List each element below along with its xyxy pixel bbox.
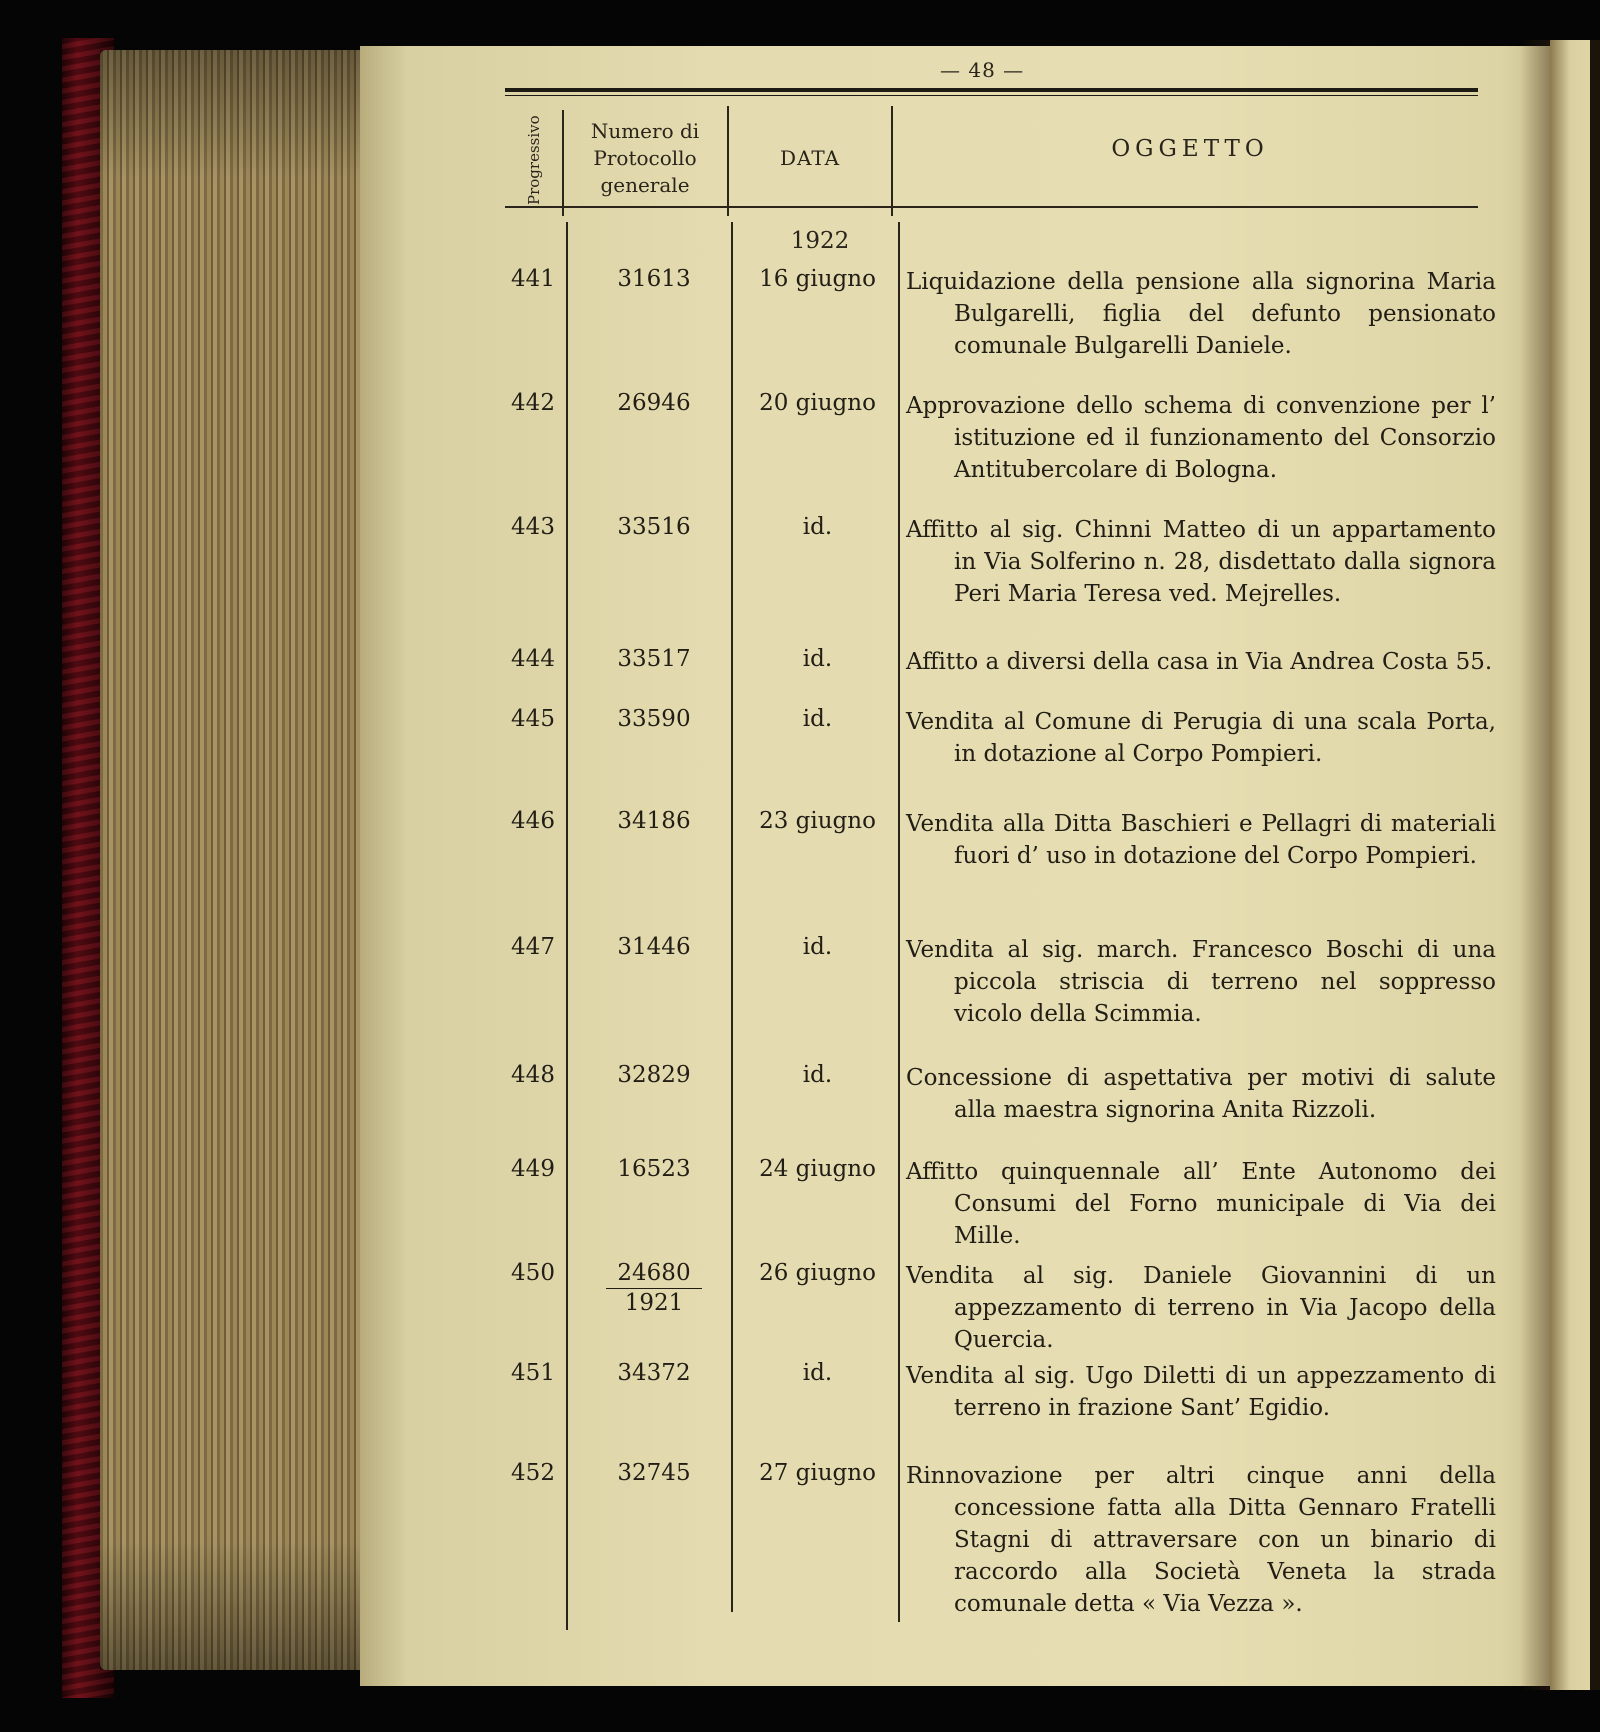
row-protocollo: 31446 [617,934,691,960]
row-data: id. [802,514,833,540]
book-right-edge [1590,40,1600,1690]
column-divider-1 [566,222,568,1630]
column-divider-2 [731,222,733,1612]
row-protocollo: 32829 [617,1062,691,1088]
row-oggetto [906,1260,1496,1356]
row-data: 24 giugno [759,1156,876,1182]
row-progressivo: 442 [511,390,555,416]
row-oggetto [906,646,1496,678]
row-oggetto-text: Vendita al sig. Ugo Diletti di un appezzamento di terreno in frazione Sant’ Egidio. [906,1363,1496,1421]
row-oggetto-text: Approvazione dello schema di convenzione per l’ istituzione ed il funzionamento del Consorzio Antitubercolare di Bologna. [906,393,1496,483]
row-progressivo: 448 [511,1062,555,1088]
row-oggetto-text: Affitto a diversi della casa in Via Andrea Costa 55. [906,649,1493,675]
top-rule-thin [505,95,1478,96]
row-oggetto [906,390,1496,486]
row-data: 27 giugno [759,1460,876,1486]
row-data: id. [802,706,833,732]
row-progressivo: 449 [511,1156,555,1182]
row-progressivo: 447 [511,934,555,960]
row-oggetto [906,1360,1496,1424]
row-oggetto [906,706,1496,770]
header-data: DATA [779,146,841,170]
header-numero-protocollo: Numero di Protocollo generale [590,119,700,197]
header-rule [505,206,1478,208]
row-oggetto [906,934,1496,1030]
row-protocollo: 33516 [617,514,691,540]
row-oggetto-text: Rinnovazione per altri cinque anni della concessione fatta alla Ditta Gennaro Fratelli Stagni di attraversare con un binario di raccordo alla Società Veneta la strada comunale detta « Via Vezza ». [906,1463,1496,1617]
row-oggetto [906,808,1496,872]
row-protocollo: 16523 [617,1156,691,1182]
row-oggetto-text: Vendita alla Ditta Baschieri e Pellagri di materiali fuori d’ uso in dotazione del Corpo Pompieri. [906,811,1496,869]
column-divider-header-2 [727,106,729,216]
row-data: id. [802,646,833,672]
row-progressivo: 445 [511,706,555,732]
row-oggetto [906,514,1496,610]
row-data: 16 giugno [759,266,876,292]
row-data: id. [802,1062,833,1088]
row-oggetto [906,1156,1496,1252]
row-protocollo: 33590 [617,706,691,732]
row-protocollo-year: 1921 [606,1288,702,1317]
page-edges [100,50,370,1670]
row-progressivo: 443 [511,514,555,540]
row-protocollo: 34186 [617,808,691,834]
column-divider-3 [898,222,900,1622]
header-oggetto: OGGETTO [1111,136,1269,162]
row-progressivo: 446 [511,808,555,834]
row-protocollo: 34372 [617,1360,691,1386]
top-rule [505,88,1478,92]
row-protocollo: 32745 [617,1460,691,1486]
row-oggetto [906,1062,1496,1126]
row-oggetto-text: Vendita al Comune di Perugia di una scala Porta, in dotazione al Corpo Pompieri. [906,709,1496,767]
row-data: 20 giugno [759,390,876,416]
column-divider-header-1 [562,110,564,216]
row-protocollo [594,1260,714,1317]
row-protocollo: 31613 [617,266,691,292]
row-data: 23 giugno [759,808,876,834]
row-progressivo: 451 [511,1360,555,1386]
row-progressivo: 452 [511,1460,555,1486]
row-progressivo: 441 [511,266,555,292]
row-protocollo-number: 24680 [617,1260,691,1286]
row-oggetto-text: Vendita al sig. Daniele Giovannini di un appezzamento di terreno in Via Jacopo della Quercia. [906,1263,1496,1353]
row-protocollo: 26946 [617,390,691,416]
row-oggetto-text: Concessione di aspettativa per motivi di salute alla maestra signorina Anita Rizzoli. [906,1065,1496,1123]
row-oggetto-text: Affitto quinquennale all’ Ente Autonomo dei Consumi del Forno municipale di Via dei Mille. [906,1159,1496,1249]
year-label: 1922 [790,228,850,254]
row-data: id. [802,1360,833,1386]
row-progressivo: 444 [511,646,555,672]
row-progressivo: 450 [511,1260,555,1286]
row-oggetto [906,266,1496,362]
page-number: — 48 — [940,58,1025,82]
row-data: 26 giugno [759,1260,876,1286]
row-oggetto-text: Liquidazione della pensione alla signorina Maria Bulgarelli, figlia del defunto pensionato comunale Bulgarelli Daniele. [906,269,1496,359]
column-divider-header-3 [891,106,893,216]
row-oggetto-text: Affitto al sig. Chinni Matteo di un appartamento in Via Solferino n. 28, disdettato dalla signora Peri Maria Teresa ved. Mejrelles. [906,517,1496,607]
row-data: id. [802,934,833,960]
row-protocollo: 33517 [617,646,691,672]
header-progressivo: Progressivo [525,115,543,205]
row-oggetto [906,1460,1496,1620]
row-oggetto-text: Vendita al sig. march. Francesco Boschi di una piccola striscia di terreno nel soppresso vicolo della Scimmia. [906,937,1496,1027]
